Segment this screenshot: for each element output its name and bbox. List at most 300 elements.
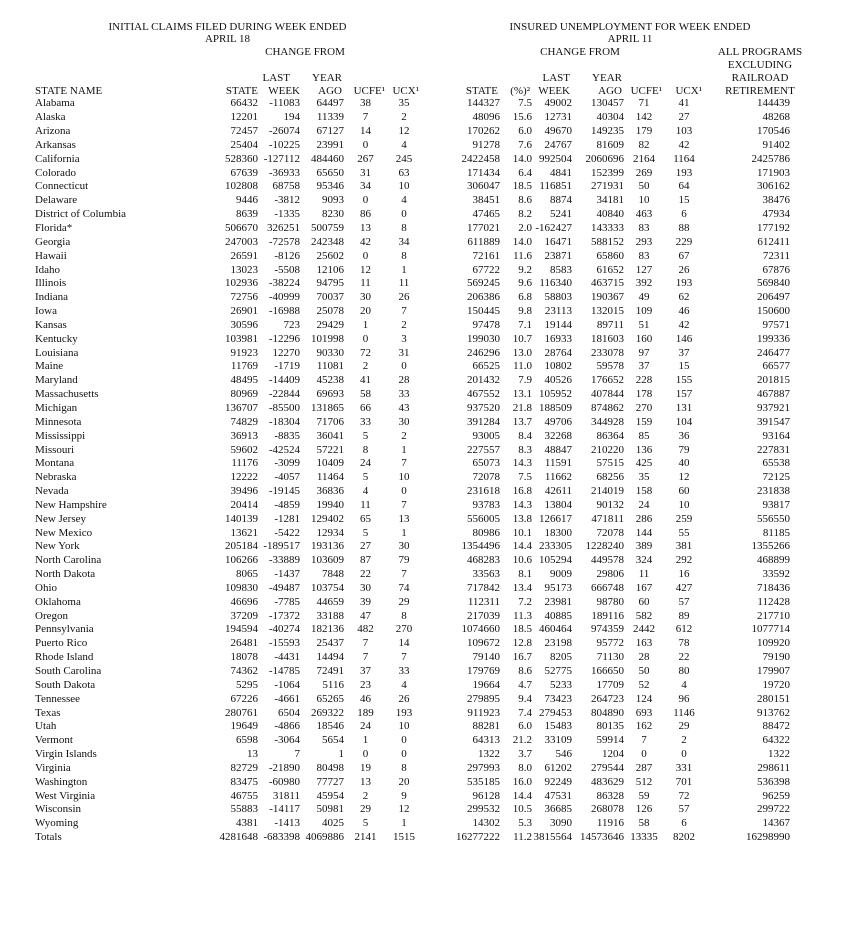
cell-all-programs: 72311 (762, 249, 790, 262)
cell-state-name: Alaska (35, 111, 66, 124)
cell-change-last-week: -8835 (274, 429, 300, 442)
cell-insured-ucfe: 693 (635, 706, 653, 719)
cell-insured-change-last-week: 5241 (550, 208, 572, 221)
cell-insured-change-last-week: 16933 (544, 332, 572, 345)
cell-change-year-ago: 14494 (316, 651, 344, 664)
table-row (0, 277, 790, 291)
cell-state-week: 59602 (230, 443, 258, 456)
cell-insured-ucfe: 392 (635, 277, 653, 290)
cell-insured-pct: 16.8 (512, 485, 532, 498)
cell-ucx: 63 (398, 166, 410, 179)
cell-change-year-ago: 44659 (316, 595, 344, 608)
cell-insured-change-year-ago: 588152 (591, 235, 624, 248)
cell-ucfe: 38 (360, 97, 371, 110)
cell-insured-change-year-ago: 233078 (591, 346, 624, 359)
cell-insured-state: 38451 (472, 194, 500, 207)
cell-ucfe: 22 (360, 568, 371, 581)
all-programs-label-1: ALL PROGRAMS (717, 46, 803, 58)
cell-insured-pct: 8.0 (518, 761, 532, 774)
cell-state-name: South Dakota (35, 678, 96, 691)
table-row (0, 180, 790, 194)
cell-insured-ucx: 80 (678, 665, 690, 678)
table-row (0, 817, 790, 831)
cell-insured-ucfe: 83 (638, 249, 650, 262)
cell-insured-change-year-ago: 271931 (591, 180, 624, 193)
cell-insured-change-year-ago: 268078 (591, 803, 624, 816)
cell-all-programs: 72125 (762, 471, 790, 484)
cell-ucx: 1 (401, 443, 407, 456)
cell-ucfe: 30 (360, 291, 371, 304)
cell-change-last-week: -7785 (274, 595, 300, 608)
cell-insured-change-year-ago: 181603 (591, 332, 624, 345)
table-row (0, 762, 790, 776)
cell-insured-ucx: 701 (675, 775, 693, 788)
cell-insured-change-year-ago: 1204 (602, 748, 624, 761)
cell-ucx: 0 (401, 360, 407, 373)
cell-insured-ucx: 57 (678, 595, 690, 608)
cell-insured-pct: 2.0 (518, 222, 532, 235)
cell-change-year-ago: 94795 (316, 277, 344, 290)
cell-state-name: Rhode Island (35, 651, 94, 664)
cell-all-programs: 231838 (757, 485, 790, 498)
cell-insured-ucx: 193 (675, 277, 693, 290)
cell-insured-state: 1074660 (461, 623, 500, 636)
cell-insured-pct: 18.5 (512, 623, 532, 636)
cell-change-year-ago: 65650 (316, 166, 344, 179)
cell-change-year-ago: 67127 (316, 125, 344, 138)
cell-ucfe: 14 (360, 125, 371, 138)
cell-insured-state: 65073 (472, 457, 500, 470)
cell-ucx: 193 (395, 706, 413, 719)
cell-change-year-ago: 9093 (322, 194, 344, 207)
cell-state-week: 46696 (230, 595, 258, 608)
cell-ucfe: 1 (362, 734, 369, 747)
cell-insured-pct: 7.5 (518, 471, 532, 484)
table-row (0, 540, 790, 554)
col-ucx-label: UCX¹ (392, 85, 419, 97)
cell-insured-state: 97478 (472, 318, 500, 331)
cell-all-programs: 14367 (762, 817, 790, 830)
cell-insured-state: 199030 (467, 332, 500, 345)
cell-insured-ucfe: 269 (635, 166, 653, 179)
cell-ucx: 0 (401, 208, 407, 221)
cell-state-name: Maryland (35, 374, 78, 387)
cell-insured-ucx: 42 (678, 318, 690, 331)
cell-all-programs: 79190 (762, 651, 790, 664)
cell-change-last-week: -8126 (274, 249, 300, 262)
cell-insured-pct: 7.5 (518, 97, 532, 110)
cell-all-programs: 93817 (762, 498, 790, 511)
cell-insured-change-year-ago: 166650 (591, 665, 624, 678)
cell-all-programs: 96259 (762, 789, 790, 802)
cell-all-programs: 536398 (757, 775, 790, 788)
cell-insured-ucfe: 158 (635, 485, 653, 498)
cell-state-week: 109830 (225, 581, 258, 594)
cell-change-last-week: -14117 (269, 803, 300, 816)
cell-change-last-week: -19145 (268, 485, 300, 498)
cell-state-week: 4381 (236, 817, 258, 830)
cell-state-name: North Carolina (35, 554, 102, 567)
cell-insured-pct: 9.6 (518, 277, 532, 290)
cell-insured-ucx: 6 (681, 208, 687, 221)
cell-change-year-ago: 12106 (316, 263, 344, 276)
cell-insured-change-last-week: 61202 (544, 761, 572, 774)
cell-insured-change-year-ago: 34181 (596, 194, 624, 207)
cell-ucfe: 7 (362, 111, 369, 124)
cell-insured-ucx: 2 (681, 734, 687, 747)
cell-state-week: 82729 (230, 761, 258, 774)
cell-change-year-ago: 8230 (322, 208, 344, 221)
cell-all-programs: 150600 (757, 305, 790, 318)
cell-change-last-week: -33889 (268, 554, 300, 567)
cell-change-last-week: -1437 (274, 568, 300, 581)
cell-insured-state: 937520 (467, 401, 500, 414)
cell-insured-ucfe: 286 (635, 512, 653, 525)
cell-state-name: Oklahoma (35, 595, 81, 608)
cell-state-name: New Hampshire (35, 498, 107, 511)
cell-insured-change-year-ago: 90132 (596, 498, 624, 511)
cell-change-last-week: -22844 (268, 388, 300, 401)
cell-change-year-ago: 12934 (316, 526, 344, 539)
cell-insured-pct: 16.7 (512, 651, 532, 664)
cell-insured-ucfe: 136 (635, 443, 653, 456)
table-row (0, 194, 790, 208)
cell-insured-pct: 12.8 (512, 637, 532, 650)
cell-state-week: 102808 (225, 180, 258, 193)
cell-ucx: 0 (401, 748, 407, 761)
cell-ucfe: 0 (362, 748, 369, 761)
cell-insured-change-year-ago: 98780 (596, 595, 624, 608)
cell-all-programs: 1322 (768, 748, 790, 761)
cell-all-programs: 217710 (757, 609, 790, 622)
cell-insured-change-last-week: 105294 (539, 554, 572, 567)
cell-all-programs: 66577 (762, 360, 790, 373)
cell-insured-ucx: 427 (675, 581, 693, 594)
cell-state-name: Tennessee (35, 692, 81, 705)
cell-insured-change-last-week: 23113 (544, 305, 572, 318)
cell-change-year-ago: 11464 (316, 471, 344, 484)
cell-state-week: 8065 (236, 568, 258, 581)
cell-change-last-week: -36933 (268, 166, 300, 179)
cell-insured-change-last-week: 52775 (544, 665, 572, 678)
cell-insured-ucfe: 24 (638, 498, 650, 511)
cell-insured-pct: 10.6 (512, 554, 532, 567)
cell-insured-ucfe: 51 (638, 318, 650, 331)
cell-insured-ucx: 64 (678, 180, 690, 193)
cell-insured-pct: 7.4 (518, 706, 532, 719)
cell-change-last-week: -14785 (268, 665, 300, 678)
cell-all-programs: 206497 (757, 291, 790, 304)
cell-change-year-ago: 101998 (311, 332, 344, 345)
cell-insured-ucx: 8202 (673, 831, 695, 844)
cell-insured-ucx: 381 (675, 540, 693, 553)
cell-insured-ucfe: 7 (641, 734, 647, 747)
cell-change-last-week: -4859 (274, 498, 300, 511)
cell-ucfe: 0 (362, 138, 369, 151)
cell-ucx: 7 (401, 498, 407, 511)
cell-insured-state: 911923 (467, 706, 500, 719)
cell-state-name: Connecticut (35, 180, 89, 193)
cell-insured-pct: 14.0 (512, 235, 532, 248)
cell-state-name: New York (35, 540, 80, 553)
cell-all-programs: 47934 (762, 208, 790, 221)
cell-ucx: 7 (401, 457, 407, 470)
cell-ucfe: 13 (360, 222, 371, 235)
cell-change-last-week: -1413 (274, 817, 300, 830)
cell-insured-ucfe: 37 (638, 360, 650, 373)
cell-insured-pct: 8.6 (518, 665, 532, 678)
cell-insured-pct: 13.0 (512, 346, 532, 359)
cell-insured-change-year-ago: 152399 (591, 166, 624, 179)
cell-state-name: Nevada (35, 485, 69, 498)
cell-state-week: 9446 (236, 194, 258, 207)
cell-change-year-ago: 36041 (316, 429, 344, 442)
cell-change-last-week: -3064 (274, 734, 300, 747)
cell-insured-ucx: 88 (678, 222, 690, 235)
cell-state-week: 12201 (230, 111, 258, 124)
cell-state-week: 19649 (230, 720, 258, 733)
initial-claims-title: INITIAL CLAIMS FILED DURING WEEK ENDED (108, 21, 347, 33)
cell-insured-ucx: 60 (678, 485, 690, 498)
cell-insured-ucx: 0 (681, 748, 687, 761)
cell-insured-ucx: 229 (675, 235, 693, 248)
cell-insured-ucx: 155 (675, 374, 693, 387)
cell-state-name: Florida* (35, 222, 73, 235)
cell-change-year-ago: 5654 (322, 734, 344, 747)
cell-state-week: 20414 (230, 498, 258, 511)
cell-insured-ucx: 131 (675, 401, 693, 414)
cell-insured-pct: 9.8 (518, 305, 532, 318)
cell-insured-ucfe: 159 (635, 415, 653, 428)
cell-insured-ucfe: 2442 (633, 623, 655, 636)
cell-insured-state: 19664 (472, 678, 500, 691)
cell-state-week: 247003 (225, 235, 258, 248)
cell-insured-state: 72161 (472, 249, 500, 262)
cell-insured-ucx: 16 (678, 568, 690, 581)
cell-insured-state: 88281 (472, 720, 500, 733)
cell-insured-change-last-week: 12731 (544, 111, 572, 124)
cell-ucfe: 11 (360, 277, 371, 290)
cell-insured-pct: 10.1 (512, 526, 532, 539)
cell-insured-state: 468283 (467, 554, 500, 567)
cell-state-week: 12222 (230, 471, 258, 484)
cell-state-name: Idaho (35, 263, 61, 276)
cell-state-name: Virgin Islands (35, 748, 97, 761)
table-row (0, 332, 790, 346)
cell-ucx: 8 (401, 249, 407, 262)
cell-insured-change-last-week: 23981 (544, 595, 572, 608)
cell-ucx: 8 (401, 761, 407, 774)
cell-state-name: Georgia (35, 235, 71, 248)
cell-state-week: 26591 (230, 249, 258, 262)
cell-insured-state: 93783 (472, 498, 500, 511)
cell-ucfe: 30 (360, 581, 371, 594)
cell-insured-ucfe: 71 (638, 97, 650, 110)
cell-state-week: 13621 (230, 526, 258, 539)
cell-insured-pct: 14.4 (512, 540, 532, 553)
cell-all-programs: 246477 (757, 346, 790, 359)
table-row (0, 139, 790, 153)
cell-state-name: New Mexico (35, 526, 93, 539)
cell-ucfe: 31 (360, 166, 371, 179)
table-row (0, 595, 790, 609)
cell-insured-change-last-week: 24767 (544, 138, 572, 151)
cell-state-week: 36913 (230, 429, 258, 442)
cell-insured-change-year-ago: 176652 (591, 374, 624, 387)
cell-ucx: 2 (401, 429, 407, 442)
cell-insured-ucx: 4 (681, 678, 687, 691)
cell-insured-pct: 7.2 (518, 595, 532, 608)
cell-all-programs: 1355266 (751, 540, 790, 553)
cell-insured-change-last-week: 105952 (539, 388, 572, 401)
cell-ucx: 8 (401, 609, 407, 622)
cell-state-name: Ohio (35, 581, 57, 594)
cell-insured-pct: 15.6 (512, 111, 532, 124)
cell-state-week: 5295 (236, 678, 258, 691)
cell-insured-ucfe: 13335 (630, 831, 658, 844)
cell-insured-pct: 13.7 (512, 415, 532, 428)
cell-state-name: Texas (35, 706, 61, 719)
table-row (0, 249, 790, 263)
cell-change-year-ago: 5116 (322, 678, 344, 691)
cell-insured-change-year-ago: 2060696 (585, 152, 624, 165)
cell-insured-pct: 13.1 (512, 388, 532, 401)
cell-change-last-week: -15593 (268, 637, 300, 650)
cell-insured-pct: 7.6 (518, 138, 532, 151)
cell-state-name: Hawaii (35, 249, 67, 262)
cell-change-last-week: -1335 (274, 208, 300, 221)
cell-insured-state: 297993 (467, 761, 500, 774)
cell-change-year-ago: 25437 (316, 637, 344, 650)
cell-insured-state: 299532 (467, 803, 500, 816)
cell-insured-change-last-week: 279453 (539, 706, 572, 719)
cell-insured-change-year-ago: 407844 (591, 388, 624, 401)
cell-insured-ucfe: 59 (638, 789, 650, 802)
cell-change-year-ago: 69693 (316, 388, 344, 401)
cell-state-name: Massachusetts (35, 388, 99, 401)
cell-ucfe: 1 (362, 318, 369, 331)
all-programs-label-4: RETIREMENT (725, 85, 795, 97)
cell-ucfe: 11 (360, 498, 371, 511)
cell-change-last-week: -85500 (268, 401, 300, 414)
cell-insured-change-last-week: 233305 (539, 540, 572, 553)
cell-state-week: 25404 (230, 138, 258, 151)
cell-insured-change-year-ago: 130457 (591, 97, 624, 110)
cell-insured-change-year-ago: 1228240 (585, 540, 624, 553)
cell-insured-pct: 9.4 (518, 692, 532, 705)
cell-insured-state: 109672 (467, 637, 500, 650)
cell-state-week: 136707 (225, 401, 258, 414)
cell-state-week: 48495 (230, 374, 258, 387)
cell-change-last-week: -60980 (268, 775, 300, 788)
cell-insured-state: 72078 (472, 471, 500, 484)
table-row (0, 692, 790, 706)
cell-change-last-week: -40274 (268, 623, 300, 636)
cell-insured-ucfe: 162 (635, 720, 653, 733)
cell-ucx: 35 (398, 97, 410, 110)
cell-ucx: 30 (398, 415, 410, 428)
cell-ucx: 31 (398, 346, 410, 359)
cell-insured-ucx: 55 (678, 526, 690, 539)
table-row (0, 388, 790, 402)
cell-insured-change-last-week: 73423 (544, 692, 572, 705)
cell-all-programs: 91402 (762, 138, 790, 151)
cell-state-name: Louisiana (35, 346, 79, 359)
cell-all-programs: 468899 (757, 554, 790, 567)
cell-ucx: 28 (398, 374, 410, 387)
cell-insured-change-year-ago: 449578 (591, 554, 624, 567)
col-ins-ucfe-label: UCFE¹ (630, 85, 662, 97)
cell-insured-ucfe: 82 (638, 138, 650, 151)
cell-state-week: 11769 (230, 360, 258, 373)
table-row (0, 111, 790, 125)
cell-insured-change-year-ago: 17709 (596, 678, 624, 691)
cell-insured-change-year-ago: 59914 (596, 734, 624, 747)
cell-change-year-ago: 72491 (316, 665, 344, 678)
cell-insured-ucx: 6 (681, 817, 687, 830)
cell-insured-state: 150445 (467, 305, 500, 318)
cell-ucfe: 0 (362, 194, 369, 207)
cell-ucfe: 27 (360, 540, 371, 553)
table-row (0, 789, 790, 803)
cell-state-name: Kansas (35, 318, 67, 331)
cell-insured-ucx: 27 (678, 111, 690, 124)
cell-insured-change-last-week: 18300 (544, 526, 572, 539)
col-ins-year-label: YEAR (592, 72, 622, 84)
table-row (0, 346, 790, 360)
table-row (0, 775, 790, 789)
cell-change-year-ago: 57221 (316, 443, 344, 456)
cell-state-week: 18078 (230, 651, 258, 664)
cell-change-year-ago: 77727 (316, 775, 344, 788)
cell-change-year-ago: 70037 (316, 291, 344, 304)
cell-state-name: Puerto Rico (35, 637, 88, 650)
cell-insured-ucfe: 425 (635, 457, 653, 470)
cell-insured-change-last-week: 460464 (539, 623, 572, 636)
cell-ucx: 12 (398, 125, 410, 138)
cell-insured-ucx: 12 (678, 471, 690, 484)
all-programs-label-3: RAILROAD (731, 72, 789, 84)
cell-insured-change-year-ago: 189116 (591, 609, 624, 622)
cell-ucx: 11 (398, 277, 410, 290)
cell-all-programs: 93164 (762, 429, 790, 442)
cell-change-year-ago: 65265 (316, 692, 344, 705)
cell-state-week: 280761 (225, 706, 258, 719)
table-row (0, 498, 790, 512)
cell-ucx: 7 (401, 568, 407, 581)
cell-insured-ucfe: 10 (638, 194, 650, 207)
cell-insured-change-year-ago: 86364 (596, 429, 624, 442)
cell-insured-change-last-week: 3090 (550, 817, 572, 830)
cell-all-programs: 177192 (757, 222, 790, 235)
cell-ucfe: 87 (360, 554, 371, 567)
cell-state-week: 13 (247, 748, 258, 761)
cell-insured-state: 79140 (472, 651, 500, 664)
cell-insured-pct: 8.3 (518, 443, 532, 456)
cell-state-name: Indiana (35, 291, 68, 304)
cell-insured-ucx: 146 (675, 332, 693, 345)
cell-insured-change-year-ago: 89711 (596, 318, 624, 331)
cell-ucfe: 23 (360, 678, 371, 691)
cell-insured-state: 112311 (467, 595, 500, 608)
initial-claims-date: APRIL 18 (204, 33, 251, 45)
cell-ucx: 26 (398, 692, 410, 705)
cell-insured-pct: 13.8 (512, 512, 532, 525)
cell-insured-ucfe: 83 (638, 222, 650, 235)
cell-all-programs: 569840 (757, 277, 790, 290)
table-row (0, 429, 790, 443)
cell-change-year-ago: 11081 (316, 360, 344, 373)
